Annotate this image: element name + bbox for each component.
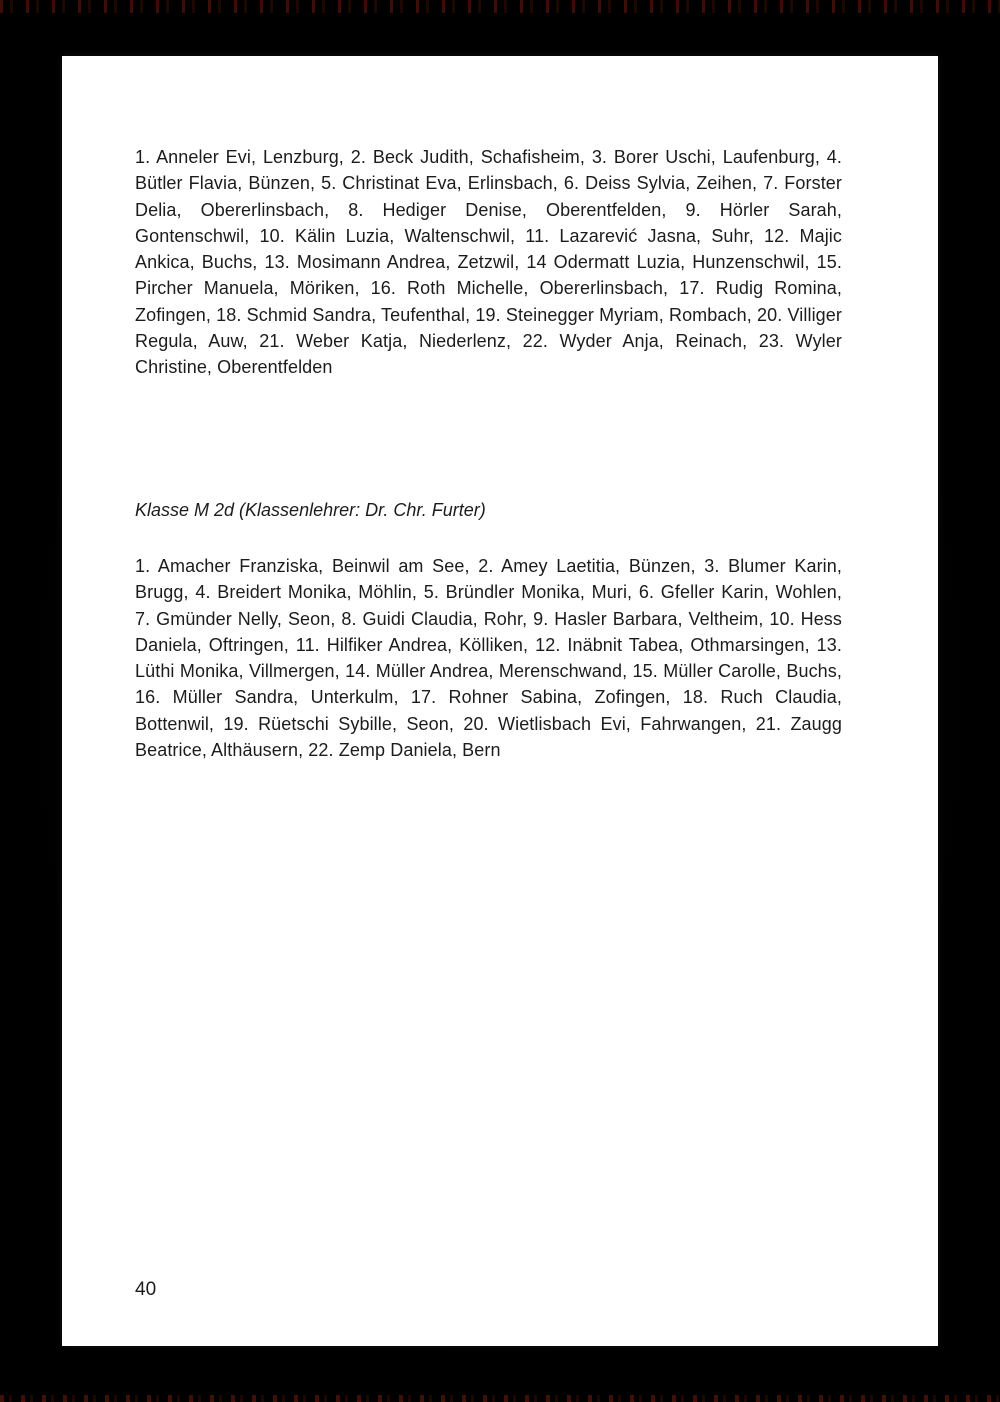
scan-edge-noise-bottom (0, 1395, 1000, 1402)
class-heading-m2d: Klasse M 2d (Klassenlehrer: Dr. Chr. Furter) (135, 500, 486, 520)
class-list-paragraph-m2d: 1. Amacher Franziska, Beinwil am See, 2. Amey Laetitia, Bünzen, 3. Blumer Karin, Brugg, 4. Breidert Monika, Möhlin, 5. Bründler Monika, Muri, 6. Gfeller Karin, Wohlen, 7. Gmünder Nelly, Seon, 8. Guidi Claudia, Rohr, 9. Hasler Barbara, Veltheim, 10. Hess Daniela, Oftringen, 11. Hilfiker Andrea, Kölliken, 12. Inäbnit Tabea, Othmarsingen, 13. Lüthi Monika, Villmergen, 14. Müller Andrea, Merenschwand, 15. Müller Carolle, Buchs, 16. Müller Sandra, Unterkulm, 17. Rohner Sabina, Zofingen, 18. Ruch Claudia, Bottenwil, 19. Rüetschi Sybille, Seon, 20. Wietlisbach Evi, Fahrwangen, 21. Zaugg Beatrice, Althäusern, 22. Zemp Daniela, Bern (135, 556, 842, 761)
page-number: 40 (135, 1279, 157, 1300)
class-list-paragraph-m2c: 1. Anneler Evi, Lenzburg, 2. Beck Judith, Schafisheim, 3. Borer Uschi, Laufenburg, 4. Bütler Flavia, Bünzen, 5. Christinat Eva, Erlinsbach, 6. Deiss Sylvia, Zeihen, 7. Forster Delia, Obererlinsbach, 8. Hediger Denise, Oberentfelden, 9. Hörler Sarah, Gontenschwil, 10. Kälin Luzia, Waltenschwil, 11. Lazarević Jasna, Suhr, 12. Majic Ankica, Buchs, 13. Mosimann Andrea, Zetzwil, 14 Odermatt Luzia, Hunzenschwil, 15. Pircher Manuela, Möriken, 16. Roth Michelle, Obererlinsbach, 17. Rudig Romina, Zofingen, 18. Schmid Sandra, Teufenthal, 19. Steinegger Myriam, Rombach, 20. Villiger Regula, Auw, 21. Weber Katja, Niederlenz, 22. Wyder Anja, Reinach, 23. Wyler Christine, Oberentfelden (135, 147, 842, 378)
scan-edge-noise-top (0, 0, 1000, 13)
document-page (62, 56, 938, 1346)
